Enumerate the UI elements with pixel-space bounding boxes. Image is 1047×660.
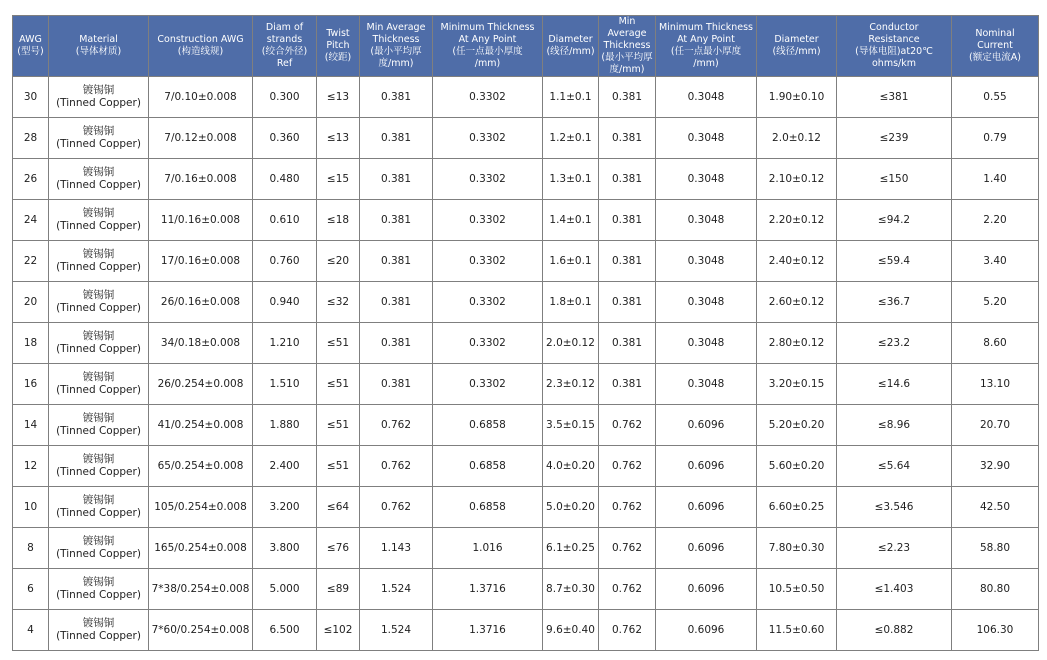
table-cell: 22 — [13, 241, 49, 282]
table-cell: 0.6858 — [433, 446, 543, 487]
column-header — [656, 16, 757, 77]
table-cell: 1.4±0.1 — [543, 200, 599, 241]
material-en: (Tinned Copper) — [56, 425, 141, 437]
table-cell: ≤51 — [317, 405, 360, 446]
table-cell: 20 — [13, 282, 49, 323]
table-cell: 4 — [13, 610, 49, 651]
table-cell: 0.3048 — [656, 364, 757, 405]
table-cell: 0.381 — [599, 241, 656, 282]
column-header-line: Conductor — [869, 22, 919, 33]
table-cell: 0.381 — [360, 77, 433, 118]
table-row — [13, 241, 1039, 282]
material-cell — [49, 569, 149, 610]
table-cell: 7/0.12±0.008 — [149, 118, 253, 159]
table-cell: ≤1.403 — [837, 569, 952, 610]
material-cn: 镀锡铜 — [82, 371, 115, 383]
table-cell: 0.300 — [253, 77, 317, 118]
material-en: (Tinned Copper) — [56, 507, 141, 519]
table-cell: 28 — [13, 118, 49, 159]
table-row — [13, 282, 1039, 323]
material-cell — [49, 118, 149, 159]
table-cell: 1.3±0.1 — [543, 159, 599, 200]
column-header-line: Pitch — [326, 40, 350, 51]
table-cell: 26/0.254±0.008 — [149, 364, 253, 405]
table-cell: 0.381 — [360, 118, 433, 159]
table-cell: 4.0±0.20 — [543, 446, 599, 487]
table-cell: ≤150 — [837, 159, 952, 200]
table-cell: 0.3048 — [656, 200, 757, 241]
table-cell: 1.524 — [360, 569, 433, 610]
table-cell: ≤15 — [317, 159, 360, 200]
table-cell: 0.480 — [253, 159, 317, 200]
table-cell: 42.50 — [952, 487, 1039, 528]
material-cn: 镀锡铜 — [82, 576, 115, 588]
table-cell: 8.7±0.30 — [543, 569, 599, 610]
material-cn: 镀锡铜 — [82, 207, 115, 219]
table-cell: 5.0±0.20 — [543, 487, 599, 528]
table-cell: 0.3048 — [656, 241, 757, 282]
table-cell: 1.40 — [952, 159, 1039, 200]
table-cell: 7.80±0.30 — [757, 528, 837, 569]
material-cell — [49, 200, 149, 241]
table-cell: 0.3302 — [433, 200, 543, 241]
material-cell — [49, 405, 149, 446]
material-cell — [49, 528, 149, 569]
table-cell: 7/0.16±0.008 — [149, 159, 253, 200]
table-cell: 17/0.16±0.008 — [149, 241, 253, 282]
column-header-line: Thickness — [603, 40, 651, 51]
column-header-line: 度/mm) — [378, 58, 414, 69]
table-cell: 0.381 — [599, 364, 656, 405]
table-cell: 0.381 — [360, 159, 433, 200]
table-cell: 0.6858 — [433, 487, 543, 528]
material-cell — [49, 282, 149, 323]
table-cell: ≤94.2 — [837, 200, 952, 241]
table-cell: 0.3048 — [656, 282, 757, 323]
material-cn: 镀锡铜 — [82, 617, 115, 629]
column-header-line: Resistance — [868, 34, 920, 45]
table-cell: 2.400 — [253, 446, 317, 487]
table-cell: 30 — [13, 77, 49, 118]
table-cell: 5.20 — [952, 282, 1039, 323]
table-header — [13, 16, 1039, 77]
table-cell: ≤64 — [317, 487, 360, 528]
table-cell: 7*60/0.254±0.008 — [149, 610, 253, 651]
table-cell: 0.381 — [599, 118, 656, 159]
material-en: (Tinned Copper) — [56, 548, 141, 560]
table-row — [13, 487, 1039, 528]
table-cell: 1.880 — [253, 405, 317, 446]
table-cell: 1.90±0.10 — [757, 77, 837, 118]
table-cell: 14 — [13, 405, 49, 446]
table-cell: 32.90 — [952, 446, 1039, 487]
column-header-line: (额定电流A) — [969, 52, 1021, 63]
table-cell: 3.40 — [952, 241, 1039, 282]
table-cell: 0.762 — [599, 446, 656, 487]
spec-table-container — [12, 15, 1038, 651]
column-header-line: Ref — [276, 58, 293, 69]
table-cell: 0.3048 — [656, 77, 757, 118]
table-cell: 12 — [13, 446, 49, 487]
table-cell: 0.381 — [599, 200, 656, 241]
table-cell: ≤3.546 — [837, 487, 952, 528]
table-cell: 0.6096 — [656, 487, 757, 528]
material-cn: 镀锡铜 — [82, 84, 115, 96]
material-cell — [49, 159, 149, 200]
table-cell: 6 — [13, 569, 49, 610]
table-cell: 7*38/0.254±0.008 — [149, 569, 253, 610]
table-cell: 1.2±0.1 — [543, 118, 599, 159]
table-cell: 0.381 — [360, 364, 433, 405]
table-cell: 1.6±0.1 — [543, 241, 599, 282]
table-cell: ≤36.7 — [837, 282, 952, 323]
material-cn: 镀锡铜 — [82, 289, 115, 301]
table-cell: 2.80±0.12 — [757, 323, 837, 364]
table-cell: 0.381 — [599, 282, 656, 323]
table-cell: 0.762 — [360, 446, 433, 487]
table-cell: 6.60±0.25 — [757, 487, 837, 528]
column-header — [360, 16, 433, 77]
column-header-line: (任一点最小厚度 — [452, 46, 523, 57]
table-cell: 0.6096 — [656, 610, 757, 651]
column-header-line: (线径/mm) — [546, 46, 595, 57]
table-cell: 2.0±0.12 — [543, 323, 599, 364]
column-header-line: Nominal — [975, 28, 1015, 39]
column-header-line: (绞距) — [324, 52, 352, 63]
column-header — [253, 16, 317, 77]
material-cn: 镀锡铜 — [82, 166, 115, 178]
column-header-line: Thickness — [372, 34, 420, 45]
column-header-line: Construction AWG — [157, 34, 244, 45]
table-cell: 8.60 — [952, 323, 1039, 364]
table-cell: ≤8.96 — [837, 405, 952, 446]
material-cn: 镀锡铜 — [82, 535, 115, 547]
table-cell: 0.610 — [253, 200, 317, 241]
table-cell: ≤2.23 — [837, 528, 952, 569]
table-cell: 0.762 — [360, 405, 433, 446]
table-cell: 106.30 — [952, 610, 1039, 651]
column-header-line: (最小平均厚 — [601, 52, 653, 63]
table-cell: 0.3048 — [656, 323, 757, 364]
material-cn: 镀锡铜 — [82, 494, 115, 506]
table-cell: 0.762 — [360, 487, 433, 528]
table-cell: 0.3302 — [433, 282, 543, 323]
table-cell: ≤76 — [317, 528, 360, 569]
material-cn: 镀锡铜 — [82, 412, 115, 424]
table-cell: 105/0.254±0.008 — [149, 487, 253, 528]
table-cell: 0.760 — [253, 241, 317, 282]
material-en: (Tinned Copper) — [56, 343, 141, 355]
column-header — [13, 16, 49, 77]
table-cell: 13.10 — [952, 364, 1039, 405]
table-row — [13, 405, 1039, 446]
table-cell: 0.762 — [599, 405, 656, 446]
table-cell: ≤32 — [317, 282, 360, 323]
table-cell: 6.500 — [253, 610, 317, 651]
material-cell — [49, 323, 149, 364]
table-cell: 0.3302 — [433, 118, 543, 159]
table-row — [13, 569, 1039, 610]
table-row — [13, 446, 1039, 487]
material-en: (Tinned Copper) — [56, 466, 141, 478]
column-header — [599, 16, 656, 77]
table-cell: 2.3±0.12 — [543, 364, 599, 405]
table-cell: ≤51 — [317, 323, 360, 364]
table-cell: ≤51 — [317, 364, 360, 405]
column-header-line: Material — [79, 34, 118, 45]
table-cell: 7/0.10±0.008 — [149, 77, 253, 118]
column-header-line: (导体材质) — [75, 46, 122, 57]
table-cell: ≤14.6 — [837, 364, 952, 405]
column-header-line: (构造线规) — [177, 46, 224, 57]
material-en: (Tinned Copper) — [56, 138, 141, 150]
table-cell: 5.000 — [253, 569, 317, 610]
table-cell: ≤13 — [317, 118, 360, 159]
table-cell: 3.800 — [253, 528, 317, 569]
table-cell: ≤23.2 — [837, 323, 952, 364]
table-body — [13, 77, 1039, 651]
table-cell: 0.3302 — [433, 77, 543, 118]
column-header-line: Twist — [326, 28, 350, 39]
table-cell: 1.016 — [433, 528, 543, 569]
material-en: (Tinned Copper) — [56, 220, 141, 232]
header-row — [13, 16, 1039, 77]
column-header-line: (任一点最小厚度 — [670, 46, 742, 57]
table-cell: 0.6096 — [656, 528, 757, 569]
material-en: (Tinned Copper) — [56, 179, 141, 191]
material-cell — [49, 241, 149, 282]
table-cell: 24 — [13, 200, 49, 241]
table-cell: 0.762 — [599, 569, 656, 610]
table-cell: 8 — [13, 528, 49, 569]
table-cell: 26 — [13, 159, 49, 200]
material-cell — [49, 487, 149, 528]
column-header-line: Diam of — [265, 22, 304, 33]
column-header — [433, 16, 543, 77]
table-cell: 16 — [13, 364, 49, 405]
table-cell: 0.381 — [360, 241, 433, 282]
table-cell: 0.3302 — [433, 323, 543, 364]
table-cell: 26/0.16±0.008 — [149, 282, 253, 323]
material-en: (Tinned Copper) — [56, 630, 141, 642]
table-cell: 0.6096 — [656, 446, 757, 487]
column-header-line: Min Average — [366, 22, 426, 33]
table-cell: ≤5.64 — [837, 446, 952, 487]
table-cell: ≤239 — [837, 118, 952, 159]
table-cell: 1.524 — [360, 610, 433, 651]
table-cell: 1.3716 — [433, 569, 543, 610]
table-row — [13, 118, 1039, 159]
material-cell — [49, 364, 149, 405]
material-en: (Tinned Copper) — [56, 302, 141, 314]
table-cell: 1.510 — [253, 364, 317, 405]
table-cell: 18 — [13, 323, 49, 364]
table-cell: 165/0.254±0.008 — [149, 528, 253, 569]
table-cell: 3.20±0.15 — [757, 364, 837, 405]
table-cell: 1.210 — [253, 323, 317, 364]
table-cell: ≤381 — [837, 77, 952, 118]
column-header-line: /mm) — [693, 58, 719, 69]
table-cell: 0.940 — [253, 282, 317, 323]
column-header-line: Current — [977, 40, 1013, 51]
table-cell: 0.381 — [360, 323, 433, 364]
table-cell: 10.5±0.50 — [757, 569, 837, 610]
table-cell: ≤20 — [317, 241, 360, 282]
table-row — [13, 323, 1039, 364]
column-header — [149, 16, 253, 77]
column-header-line: 度/mm) — [609, 64, 645, 75]
table-cell: ≤13 — [317, 77, 360, 118]
table-cell: 10 — [13, 487, 49, 528]
column-header-line: AWG — [19, 34, 42, 45]
table-cell: 0.3302 — [433, 364, 543, 405]
table-cell: 0.381 — [360, 200, 433, 241]
column-header-line: (型号) — [17, 46, 44, 57]
table-cell: 0.3048 — [656, 159, 757, 200]
material-cn: 镀锡铜 — [82, 330, 115, 342]
column-header-line: Minimum Thickness — [440, 22, 535, 33]
table-cell: 0.6096 — [656, 569, 757, 610]
table-cell: 6.1±0.25 — [543, 528, 599, 569]
table-cell: 0.762 — [599, 610, 656, 651]
table-cell: ≤51 — [317, 446, 360, 487]
table-cell: ≤0.882 — [837, 610, 952, 651]
column-header — [543, 16, 599, 77]
table-cell: 2.0±0.12 — [757, 118, 837, 159]
column-header-line: strands — [266, 34, 303, 45]
table-cell: 0.381 — [360, 282, 433, 323]
column-header — [837, 16, 952, 77]
column-header-line: Diameter — [548, 34, 593, 45]
table-row — [13, 610, 1039, 651]
table-cell: 11/0.16±0.008 — [149, 200, 253, 241]
column-header-line: (线径/mm) — [772, 46, 821, 57]
table-cell: 0.762 — [599, 528, 656, 569]
table-cell: 11.5±0.60 — [757, 610, 837, 651]
table-row — [13, 364, 1039, 405]
material-cn: 镀锡铜 — [82, 453, 115, 465]
table-cell: 0.3048 — [656, 118, 757, 159]
table-cell: 3.5±0.15 — [543, 405, 599, 446]
table-row — [13, 77, 1039, 118]
table-cell: 0.762 — [599, 487, 656, 528]
table-cell: 2.20±0.12 — [757, 200, 837, 241]
table-cell: 1.3716 — [433, 610, 543, 651]
table-cell: 0.360 — [253, 118, 317, 159]
table-cell: 5.60±0.20 — [757, 446, 837, 487]
material-cn: 镀锡铜 — [82, 125, 115, 137]
table-cell: 2.60±0.12 — [757, 282, 837, 323]
table-cell: 1.143 — [360, 528, 433, 569]
column-header-line: (最小平均厚 — [370, 46, 422, 57]
column-header-line: Minimum Thickness — [659, 22, 753, 33]
material-cn: 镀锡铜 — [82, 248, 115, 260]
column-header-line: At Any Point — [677, 34, 735, 45]
table-cell: 9.6±0.40 — [543, 610, 599, 651]
table-cell: 0.381 — [599, 323, 656, 364]
table-cell: 1.8±0.1 — [543, 282, 599, 323]
table-row — [13, 200, 1039, 241]
table-cell: 20.70 — [952, 405, 1039, 446]
material-en: (Tinned Copper) — [56, 589, 141, 601]
column-header-line: At Any Point — [458, 34, 517, 45]
column-header-line: /mm) — [474, 58, 501, 69]
table-cell: 2.20 — [952, 200, 1039, 241]
table-cell: 2.40±0.12 — [757, 241, 837, 282]
table-cell: ≤18 — [317, 200, 360, 241]
table-cell: ≤89 — [317, 569, 360, 610]
material-en: (Tinned Copper) — [56, 384, 141, 396]
material-en: (Tinned Copper) — [56, 261, 141, 273]
table-cell: 34/0.18±0.008 — [149, 323, 253, 364]
table-cell: 1.1±0.1 — [543, 77, 599, 118]
table-row — [13, 528, 1039, 569]
table-cell: 0.6096 — [656, 405, 757, 446]
material-cell — [49, 446, 149, 487]
table-cell: 0.3302 — [433, 159, 543, 200]
column-header — [757, 16, 837, 77]
table-cell: 2.10±0.12 — [757, 159, 837, 200]
material-cell — [49, 77, 149, 118]
column-header — [317, 16, 360, 77]
table-cell: 0.79 — [952, 118, 1039, 159]
table-cell: 80.80 — [952, 569, 1039, 610]
column-header — [952, 16, 1039, 77]
column-header-line: (导体电阻)at20℃ — [855, 46, 933, 57]
wire-spec-table — [12, 15, 1039, 651]
table-cell: ≤59.4 — [837, 241, 952, 282]
table-cell: 58.80 — [952, 528, 1039, 569]
column-header-line: Diameter — [774, 34, 819, 45]
table-cell: 0.381 — [599, 77, 656, 118]
table-cell: 0.55 — [952, 77, 1039, 118]
material-cell — [49, 610, 149, 651]
table-cell: ≤102 — [317, 610, 360, 651]
table-cell: 5.20±0.20 — [757, 405, 837, 446]
table-cell: 41/0.254±0.008 — [149, 405, 253, 446]
table-row — [13, 159, 1039, 200]
table-cell: 0.3302 — [433, 241, 543, 282]
column-header — [49, 16, 149, 77]
column-header-line: (绞合外径) — [261, 46, 308, 57]
material-en: (Tinned Copper) — [56, 97, 141, 109]
table-cell: 0.6858 — [433, 405, 543, 446]
table-cell: 3.200 — [253, 487, 317, 528]
column-header-line: Min Average — [607, 16, 647, 39]
table-cell: 65/0.254±0.008 — [149, 446, 253, 487]
column-header-line: ohms/km — [872, 58, 916, 69]
table-cell: 0.381 — [599, 159, 656, 200]
